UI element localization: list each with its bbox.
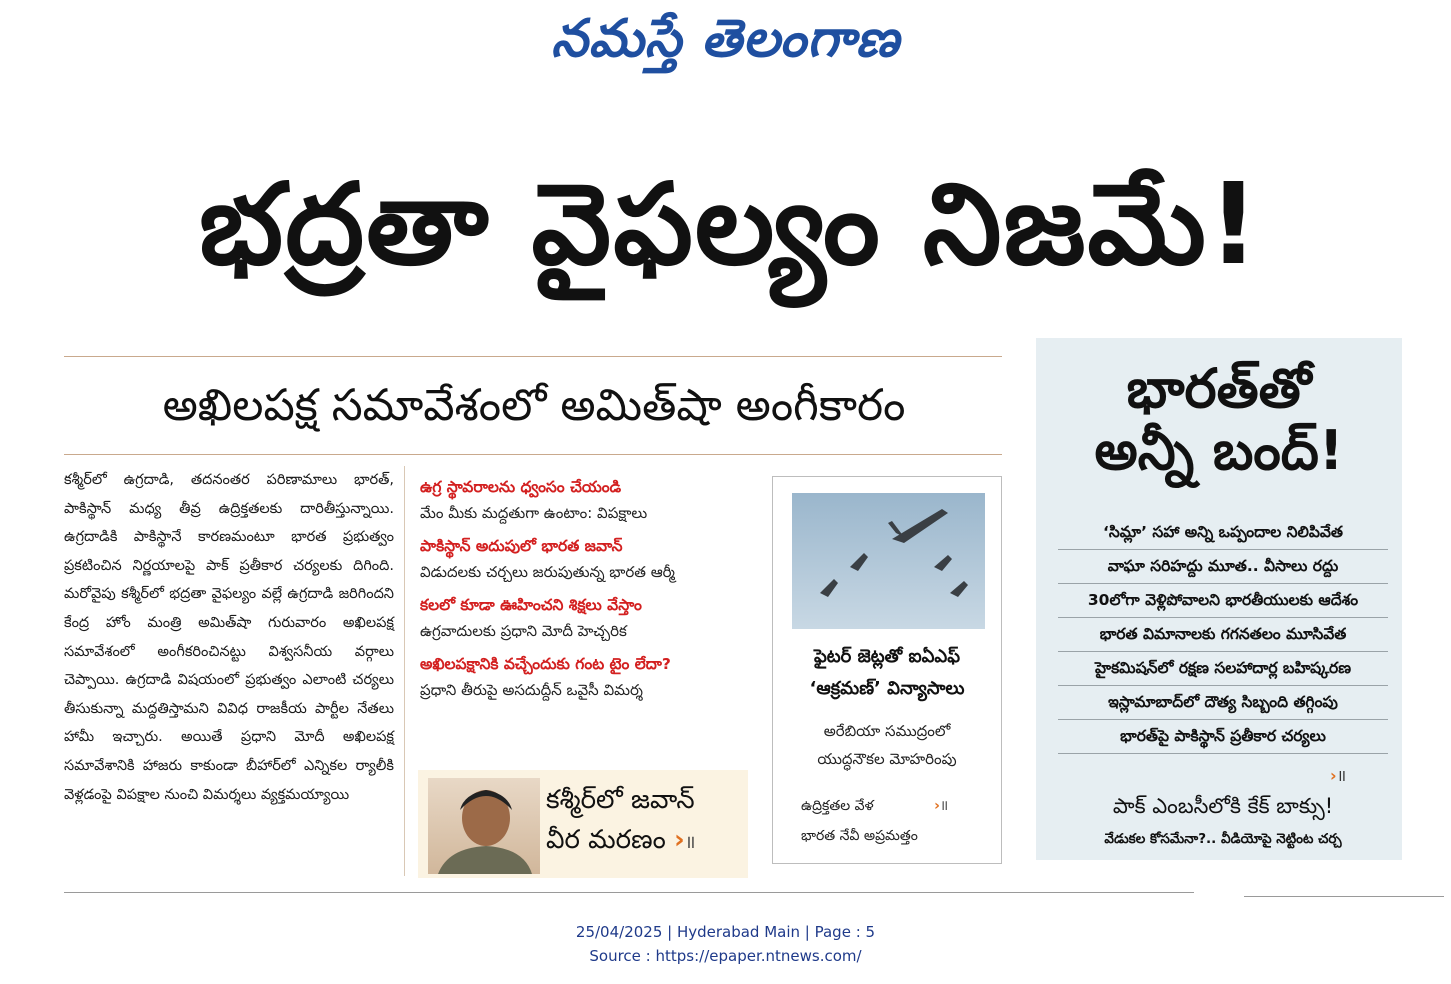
story-point-subtitle: ప్రధాని తీరుపై అసదుద్దీన్ ఒవైసీ విమర్శ: [420, 681, 643, 699]
navy-line2: భారత నేవీ అప్రమత్తం: [801, 828, 918, 844]
list-item: ఇస్లామాబాద్‌లో దౌత్య సిబ్బంది తగ్గింపు: [1058, 686, 1388, 720]
right-sidebar-panel: [1036, 338, 1402, 860]
chevron-right-icon[interactable]: ›: [674, 825, 685, 855]
soldier-photo: [428, 778, 540, 874]
newspaper-masthead: నమస్తే తెలంగాణ: [551, 9, 900, 69]
list-item: భారత విమానాలకు గగనతలం మూసివేత: [1058, 618, 1388, 652]
cake-box-story-subtitle: వేడుకల కోసమేనా?.. వీడియోపై నెట్టింట చర్చ: [1104, 831, 1342, 847]
story-point-title[interactable]: పాకిస్థాన్ అదుపులో భారత జవాన్: [420, 537, 623, 555]
top-divider: [64, 356, 1002, 357]
pause-icon: ॥: [939, 798, 949, 814]
sub-divider: [64, 454, 1002, 455]
story-point-subtitle: విడుదలకు చర్చలు జరుపుతున్న భారత ఆర్మీ: [420, 563, 675, 581]
jet-sub-line1: అరేబియా సముద్రంలో: [823, 722, 951, 740]
fighter-jets-photo: [792, 493, 985, 629]
jet-title-line2: ‘ఆక్రమణ్’ విన్యాసాలు: [809, 678, 965, 699]
story-point-title[interactable]: అఖిలపక్షానికి వచ్చేందుకు గంట టైం లేదా?: [420, 655, 671, 673]
pause-icon: ॥: [684, 832, 696, 853]
subheadline: అఖిలపక్ష సమావేశంలో అమిత్‌షా అంగీకారం: [162, 380, 906, 431]
main-headline: భద్రతా వైఫల్యం నిజమే!: [199, 160, 1261, 290]
jet-story-subtitle: [779, 717, 995, 773]
martyr-line2-text: వీర మరణం: [546, 825, 666, 855]
page-footer: [0, 920, 1451, 968]
chevron-right-icon[interactable]: ›: [1330, 766, 1337, 785]
list-item: భారత్‌పై పాకిస్థాన్ ప్రతీకార చర్యలు: [1058, 720, 1388, 754]
jet-title-line1: ఫైటర్ జెట్లతో ఐఏఎఫ్: [813, 646, 960, 667]
footer-source-link[interactable]: Source : https://epaper.ntnews.com/: [589, 947, 862, 965]
navy-line1: ఉద్రిక్తతల వేళ: [801, 798, 874, 814]
footer-date-edition: 25/04/2025 | Hyderabad Main | Page : 5: [575, 923, 876, 941]
martyr-line2: [546, 820, 746, 863]
story-points-list: [420, 474, 760, 710]
column-divider: [404, 466, 405, 876]
sidebar-headline-line1: భారత్‌తో: [1126, 357, 1312, 420]
sidebar-headline-line2: అన్నీ బంద్!: [1094, 419, 1344, 482]
bottom-divider: [64, 892, 1194, 893]
martyr-story-text: [546, 780, 746, 863]
list-item: ‘సిమ్లా’ సహా అన్ని ఒప్పందాల నిలిపివేత: [1058, 516, 1388, 550]
story-point-subtitle: మేం మీకు మద్దతుగా ఉంటాం: విపక్షాలు: [420, 504, 648, 522]
martyr-line1: కశ్మీర్‌లో జవాన్: [546, 785, 695, 815]
list-item: హైకమిషన్‌లో రక్షణ సలహాదార్ల బహిష్కరణ: [1058, 652, 1388, 686]
article-body: కశ్మీర్‌లో ఉగ్రదాడి, తదనంతర పరిణామాలు భారత్, పాకిస్థాన్ మధ్య తీవ్ర ఉద్రిక్తతలకు దారితీస్తున్నాయి. ఉగ్రదాడికి పాకిస్థానే కారణమంటూ భారత ప్రభుత్వం ప్రకటించిన నిర్ణయాలపై పాక్ ప్రతీకార చర్యలకు దిగింది. మరోవైపు కశ్మీర్‌లో భద్రతా వైఫల్యం వల్లే ఉగ్రదాడి జరిగిందని కేంద్ర హోం మంత్రి అమిత్‌షా గురువారం అఖిలపక్ష సమావేశంలో అంగీకరించినట్టు విశ్వసనీయ వర్గాలు చెప్పాయి. ఉగ్రదాడి విషయంలో ప్రభుత్వం ఎలాంటి చర్యలు తీసుకున్నా మద్దతిస్తామని వివిధ రాజకీయ పార్టీల నేతలు హామీ ఇచ్చారు. అయితే ప్రధాని మోదీ అఖిలపక్ష సమావేశానికి హాజరు కాకుండా బీహార్‌లో ఎన్నికల ర్యాలీకి వెళ్లడంపై విపక్షాల నుంచి విమర్శలు వ్యక్తమయ్యాయి: [64, 472, 394, 803]
sanctions-list: [1058, 516, 1388, 754]
martyr-story-box[interactable]: [418, 770, 748, 878]
bottom-divider-right: [1244, 896, 1444, 897]
story-point-title[interactable]: కలలో కూడా ఊహించని శిక్షలు వేస్తాం: [420, 596, 642, 614]
jet-sub-line2: యుద్ధనౌకల మోహరింపు: [817, 750, 957, 768]
sidebar-headline: [1036, 358, 1402, 482]
chevron-right-icon[interactable]: ›: [934, 798, 940, 814]
jet-story-title: [779, 641, 995, 705]
story-point-subtitle: ఉగ్రవాదులకు ప్రధాని మోదీ హెచ్చరిక: [420, 622, 627, 640]
story-point-title[interactable]: ఉగ్ర స్థావరాలను ధ్వంసం చేయండి: [420, 478, 622, 496]
cake-box-story-title[interactable]: పాక్ ఎంబసీలోకి కేక్ బాక్సు!: [1112, 794, 1334, 818]
fighter-jet-story-box[interactable]: [772, 476, 1002, 864]
sidebar-more-link[interactable]: [1330, 764, 1346, 786]
pause-icon: ॥: [1336, 766, 1347, 785]
list-item: 30లోగా వెళ్లిపోవాలని భారతీయులకు ఆదేశం: [1058, 584, 1388, 618]
navy-alert-link[interactable]: [801, 791, 991, 851]
list-item: వాఘా సరిహద్దు మూత.. వీసాలు రద్దు: [1058, 550, 1388, 584]
